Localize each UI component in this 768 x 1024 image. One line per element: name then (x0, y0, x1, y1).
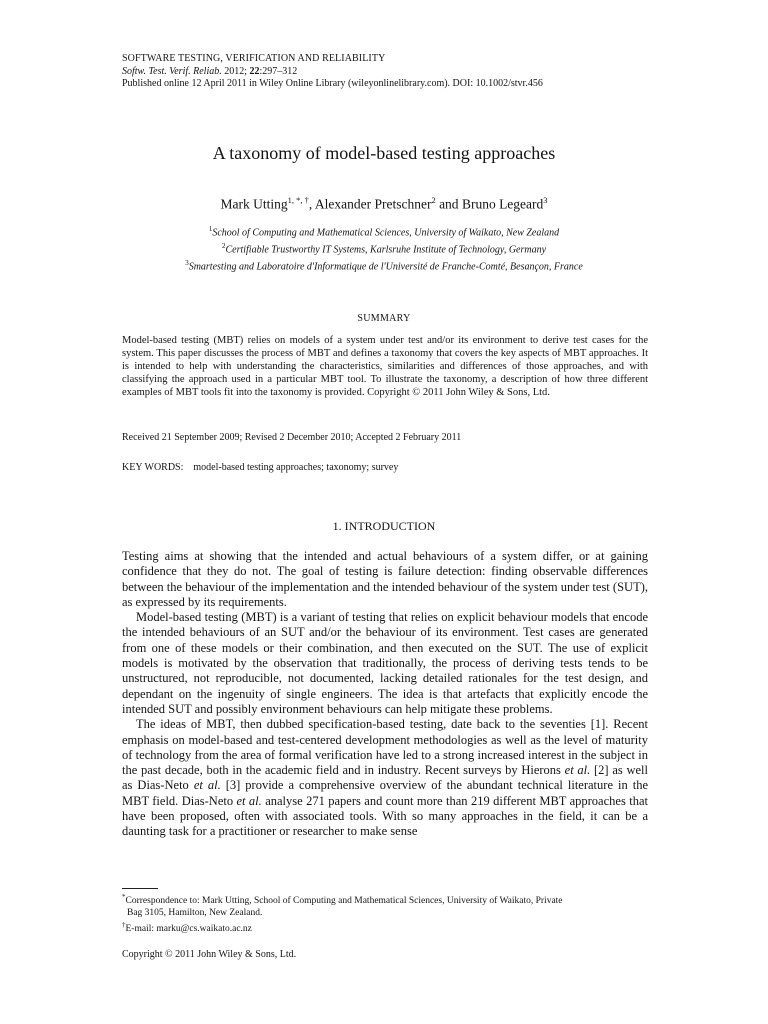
paragraph: Model-based testing (MBT) is a variant of testing that relies on explicit behaviour models that encode the intended behaviours of an SUT and/or the behaviour of its environment. Test cases are generated from one of these models or their combination, and then executed on the SUT. The use of explicit models is motivated by the observation that traditionally, the process of deriving tests tends to be unstructured, not reproducible, not documented, lacking detailed rationales for the test design, and dependant on the ingenuity of single engineers. The idea is that artefacts that explicitly encode the intended SUT and possibly environment behaviours can help mitigate these problems. (122, 610, 648, 716)
journal-year: 2012; (221, 65, 250, 77)
affiliation-mark: 2 (221, 241, 226, 250)
keywords (122, 461, 398, 474)
affiliation-text: Certifiable Trustworthy IT Systems, Karlsruhe Institute of Technology, Germany (225, 244, 547, 256)
author-affiliation-mark: 2 (431, 195, 436, 205)
footnote-continuation: Bag 3105, Hamilton, New Zealand. (127, 908, 263, 919)
footnote-text: Correspondence to: Mark Utting, School of Computing and Mathematical Sciences, University of Waikato, Private (125, 896, 563, 907)
author-affiliation-mark: 1, *, † (287, 195, 309, 205)
author-name: Mark Utting (220, 196, 288, 212)
author-affiliation-mark: 3 (543, 195, 548, 205)
journal-pages: :297–312 (259, 65, 298, 77)
keywords-label: KEY WORDS: (122, 462, 184, 473)
paper-title: A taxonomy of model-based testing approaches (212, 143, 556, 163)
text-run: [3] provide a comprehensive overview of the abundant technical literature in the MBT field. Dias-Neto (122, 778, 649, 808)
author-name: Alexander Pretschner (314, 196, 432, 212)
affiliation-line (0, 240, 768, 257)
text-run: The ideas of MBT, then dubbed specification-based testing, date back to the seventies [1]. Recent emphasis on model-based and test-centered development methodologies as well as the level of maturity of technology from the area of formal verification have led to a strong increased interest in the subject in the past decade, both in the academic field and in industry. Recent surveys by Hierons (122, 717, 648, 778)
received-dates: Received 21 September 2009; Revised 2 December 2010; Accepted 2 February 2011 (122, 432, 462, 443)
et-al: et al. (236, 793, 262, 808)
affiliation-mark: 1 (208, 225, 213, 233)
summary-heading: SUMMARY (357, 313, 411, 324)
footnote-correspondence (122, 891, 648, 907)
author-separator: , (308, 196, 315, 212)
paragraph (122, 717, 648, 839)
affiliation-list (0, 223, 768, 273)
abstract-text: Model-based testing (MBT) relies on models of a system under test and/or its environment to derive test cases for the system. This paper discusses the process of MBT and defines a taxonomy that covers the key aspects of MBT approaches. It is intended to help with understanding the characteristics, similarities and differences of those approaches, and with classifying the approach used in a particular MBT tool. To illustrate the taxonomy, a description of how three different examples of MBT tools fit into the taxonomy is provided. Copyright © 2011 John Wiley & Sons, Ltd. (122, 335, 648, 399)
affiliation-line (0, 257, 768, 274)
et-al: et al. (193, 778, 221, 793)
affiliation-text: Smartesting and Laboratoire d'Informatique de l'Université de Franche-Comté, Besançon, France (188, 260, 583, 272)
affiliation-text: School of Computing and Mathematical Sciences, University of Waikato, New Zealand (212, 227, 560, 239)
author-name: Bruno Legeard (461, 196, 544, 212)
footnote-mark: † (122, 921, 126, 930)
keywords-text: model-based testing approaches; taxonomy; survey (193, 462, 399, 473)
text-run: [2] as well as Dias-Neto (122, 763, 648, 793)
footnote-mark: * (122, 893, 126, 901)
journal-citation (122, 66, 543, 79)
footnote-text: E-mail: marku@cs.waikato.ac.nz (125, 924, 252, 935)
et-al: et al. (564, 763, 591, 778)
journal-abbrev: Softw. Test. Verif. Reliab. (122, 65, 222, 77)
body-text (122, 549, 648, 840)
footnote-email (122, 919, 648, 935)
affiliation-line (0, 223, 768, 240)
journal-name: SOFTWARE TESTING, VERIFICATION AND RELIABILITY (122, 53, 386, 64)
section-heading: 1. INTRODUCTION (332, 519, 436, 533)
footnotes (122, 891, 648, 935)
copyright-notice: Copyright © 2011 John Wiley & Sons, Ltd. (122, 949, 297, 960)
journal-volume: 22 (249, 65, 260, 77)
author-separator: and (435, 196, 462, 212)
affiliation-mark: 3 (185, 258, 189, 267)
footnote-divider (122, 888, 158, 889)
journal-header (122, 53, 543, 91)
author-list (0, 190, 768, 215)
paragraph: Testing aims at showing that the intended and actual behaviours of a system differ, or at gaining confidence that they do not. The goal of testing is failure detection: finding observable differences between the behaviour of the implementation and the intended behaviour of the system under test (SUT), as expressed by its requirements. (122, 549, 648, 609)
text-run: analyse 271 papers and count more than 219 different MBT approaches that have been proposed, often with associated tools. With so many approaches in the field, it can be a daunting task for a practitioner or researcher to make sense (122, 793, 648, 839)
journal-published-line: Published online 12 April 2011 in Wiley Online Library (wileyonlinelibrary.com). DOI: 10.1002/stvr.456 (122, 78, 543, 89)
